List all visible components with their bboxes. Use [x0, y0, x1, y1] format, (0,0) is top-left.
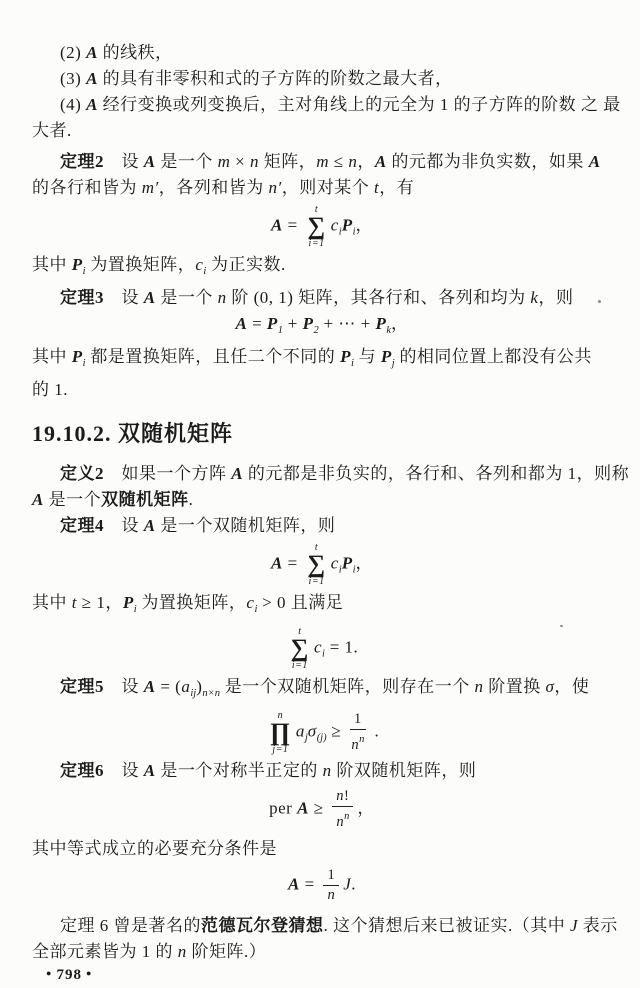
formula-theorem-4: A = t ∑ i=1 $c_iP_i$，	[270, 542, 374, 587]
scan-speck	[598, 300, 601, 303]
theorem-3-line: 定理3 设 A 是一个 n 阶 (0, 1) 矩阵，其各行和、各列和均为 k，则	[60, 288, 574, 307]
list-item-4-line-1: (4) A 经行变换或列变换后，主对角线上的元全为 1 的子方阵的阶数 之 最	[60, 95, 621, 114]
formula-theorem-5: n ∏ j=1 $a_j\sigma_{(j)}$ ≥ $\frac{1}{n^n}$ .	[269, 710, 380, 755]
theorem-6-line: 定理6 设 A 是一个对称半正定的 n 阶双随机矩阵，则	[60, 761, 477, 780]
theorem-2-line-2: 的各行和皆为 m′，各列和皆为 n′，则对某个 t，有	[32, 178, 415, 197]
list-item-3: (3) A 的具有非零积和式的子方阵的阶数之最大者，	[60, 69, 453, 88]
remark-line-1: 定理 6 曾是著名的范德瓦尔登猜想. 这个猜想后来已被证实.（其中 J 表示	[60, 916, 618, 935]
remark-line-2: 全部元素皆为 1 的 n 阶矩阵.）	[32, 942, 267, 961]
theorem-4-line: 定理4 设 A 是一个双随机矩阵，则	[60, 516, 336, 535]
theorem-3-note-line-1: 其中 $P_i$ 都是置换矩阵，且任二个不同的 $P_i$ 与 $P_j$ 的相同位置上都没有公共	[32, 347, 592, 369]
theorem-2-line-1: 定理2 设 A 是一个 m × n 矩阵，m ≤ n，A 的元都为非负实数，如果 A	[60, 152, 601, 171]
formula-theorem-2: A = t ∑ i=1 $c_iP_i$，	[270, 204, 374, 249]
theorem-5-line: 定理5 设 $A = (a_{ij})_{n\times n}$ 是一个双随机矩阵，则存在一个 n 阶置换 σ，使	[60, 677, 590, 699]
section-heading: 19.10.2. 双随机矩阵	[32, 421, 234, 446]
theorem-3-note-line-2: 的 1.	[32, 380, 68, 399]
list-item-4-line-2: 大者.	[32, 121, 72, 140]
page-number: ● 798 ●	[46, 967, 93, 983]
equality-condition-line: 其中等式成立的必要充分条件是	[32, 839, 277, 858]
theorem-4-note: 其中 t ≥ 1，$P_i$ 为置换矩阵，$c_i > 0$ 且满足	[32, 593, 344, 615]
list-item-2: (2) A 的线秩，	[60, 43, 173, 62]
definition-2-line-1: 定义2 如果一个方阵 A 的元都是非负实的，各行和、各列和都为 1，则称	[60, 464, 630, 483]
formula-theorem-3: $A = P_1 + P_2$ + ⋯ + $P_k$，	[235, 314, 409, 336]
definition-2-line-2: A 是一个双随机矩阵.	[32, 490, 194, 509]
formula-theorem-6: per A ≥ $\frac{n!}{n^n}$ ，	[269, 788, 375, 830]
theorem-2-note: 其中 $P_i$ 为置换矩阵，$c_i$ 为正实数.	[32, 255, 286, 277]
formula-sum-ci: t ∑ i=1 $c_i = 1$.	[290, 626, 359, 671]
scan-speck	[560, 625, 563, 627]
formula-condition: A = $\frac{1}{n}$ J.	[288, 867, 356, 903]
